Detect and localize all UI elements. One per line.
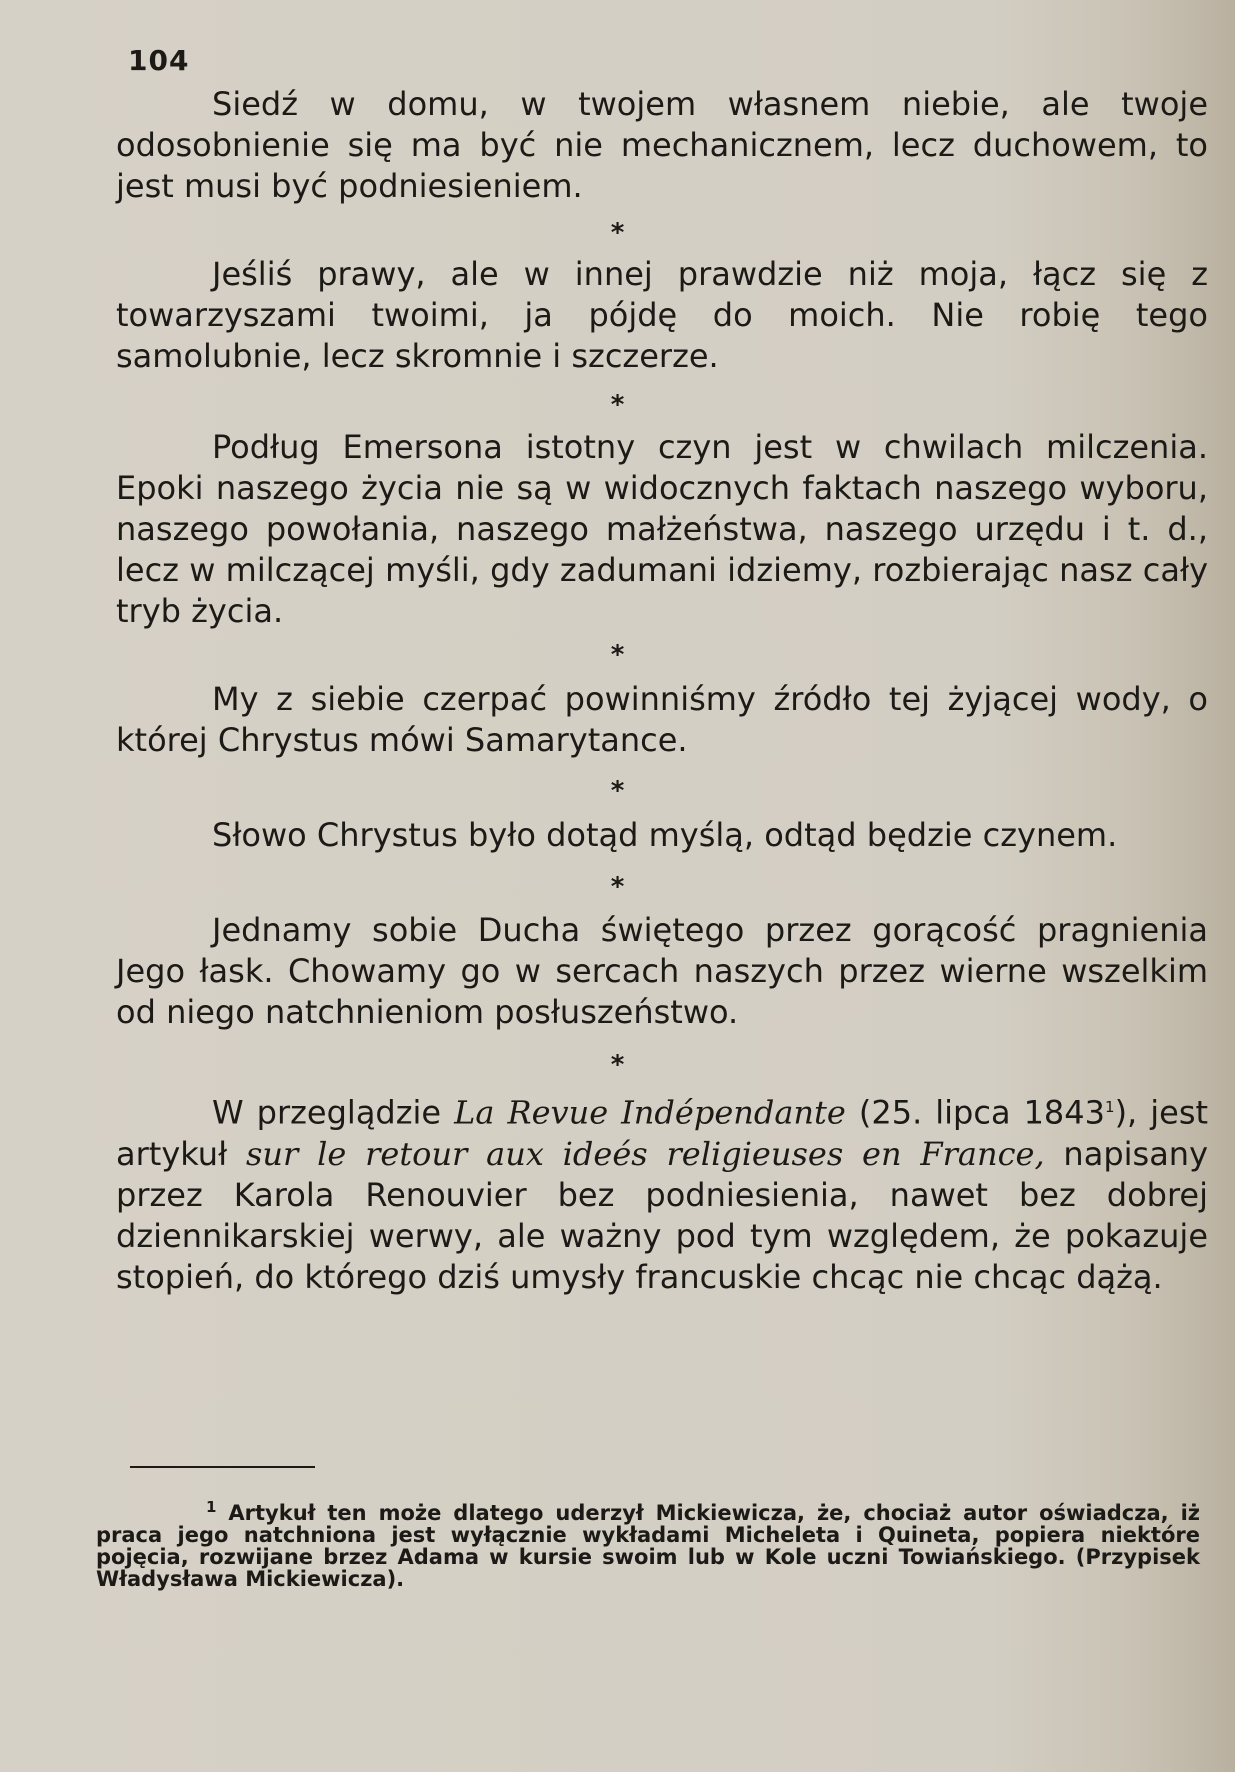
paragraph-7	[116, 1087, 1208, 1298]
footnote	[96, 1496, 1200, 1590]
section-separator: *	[610, 390, 625, 420]
footnote-divider	[130, 1466, 315, 1468]
section-separator: *	[610, 218, 625, 248]
paragraph-2	[116, 254, 1208, 377]
paragraph-text: W przeglądzie La Revue Indépendante (25. lipca 1843$^1$), jest artykuł sur le retour aux ideés religieuses en France, napisany przez Karola Renouvier bez podniesienia, nawet bez dobrej dziennikarskiej werwy, ale ważny pod tym względem, że pokazuje stopień, do którego dziś umysły francuskie chcąc nie chcąc dążą.	[116, 1093, 1209, 1296]
paragraph-5	[116, 815, 1208, 856]
paragraph-6	[116, 910, 1208, 1033]
footnote-text: $^1$ Artykuł ten może dlatego uderzył Mickiewicza, że, chociaż autor oświadcza, iż praca jego natchniona jest wyłącznie wykładami Micheleta i Quineta, popiera niektóre pojęcia, rozwijane brzez Adama w kursie swoim lub w Kole uczni Towiańskiego. (Przypisek Władysława Mickiewicza).	[96, 1498, 1200, 1591]
section-separator: *	[610, 1050, 625, 1080]
paragraph-text: Słowo Chrystus było dotąd myślą, odtąd będzie czynem.	[212, 816, 1118, 854]
article-title: sur le retour aux ideés religieuses en France,	[245, 1134, 1045, 1173]
journal-title: La Revue Indépendante	[454, 1093, 846, 1132]
page-number: 104	[128, 44, 190, 77]
footnote-marker: 1	[206, 1498, 217, 1516]
section-separator: *	[610, 640, 625, 670]
paragraph-1	[116, 84, 1208, 207]
paragraph-text: Jednamy sobie Ducha świętego przez gorącość pragnienia Jego łask. Chowamy go w sercach naszych przez wierne wszelkim od niego natchnieniom posłuszeństwo.	[116, 911, 1208, 1031]
paragraph-text: My z siebie czerpać powinniśmy źródło tej żyjącej wody, o której Chrystus mówi Samarytance.	[116, 680, 1208, 759]
paragraph-text: Siedź w domu, w twojem własnem niebie, ale twoje odosobnienie się ma być nie mechanicznem, lecz duchowem, to jest musi być podniesieniem.	[116, 85, 1208, 205]
paragraph-text: Jeśliś prawy, ale w innej prawdzie niż moja, łącz się z towarzyszami twoimi, ja pójdę do moich. Nie robię tego samolubnie, lecz skromnie i szczerze.	[116, 255, 1208, 375]
paragraph-4	[116, 679, 1208, 761]
section-separator: *	[610, 872, 625, 902]
paragraph-text: Podług Emersona istotny czyn jest w chwilach milczenia. Epoki naszego życia nie są w widocznych faktach naszego wyboru, naszego powołania, naszego małżeństwa, naszego urzędu i t. d., lecz w milczącej myśli, gdy zadumani idziemy, rozbierając nasz cały tryb życia.	[116, 428, 1208, 630]
section-separator: *	[610, 776, 625, 806]
paragraph-3	[116, 427, 1208, 632]
footnote-ref: 1	[1105, 1098, 1115, 1116]
